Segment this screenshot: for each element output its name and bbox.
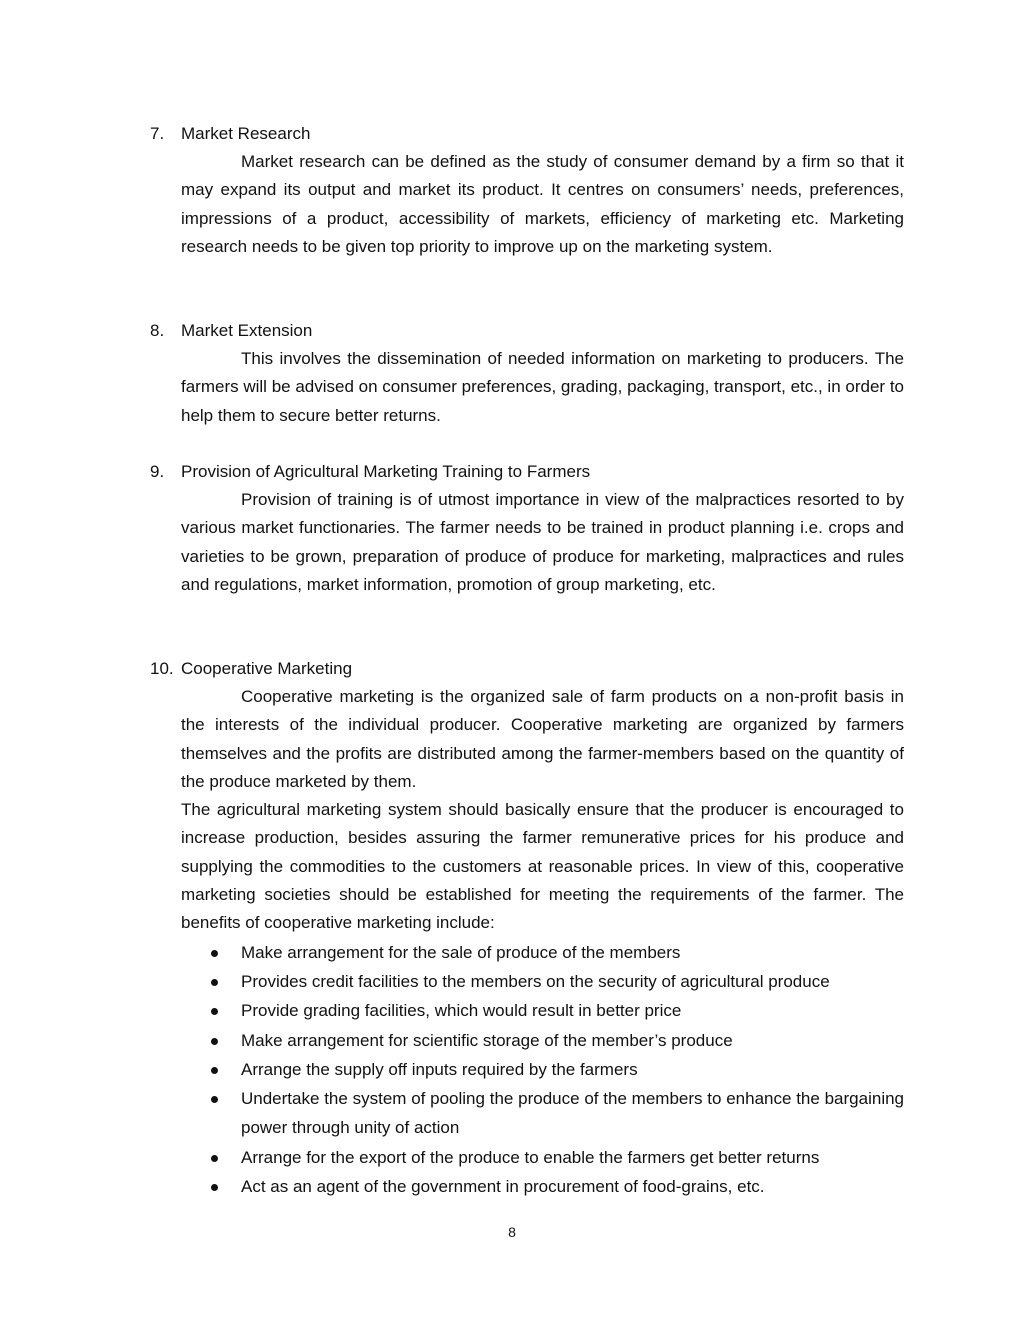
section-heading (150, 655, 904, 683)
list-item-text: Make arrangement for scientific storage of the member’s produce (241, 1030, 733, 1050)
bullet-icon (211, 1184, 218, 1191)
bullet-icon (211, 1067, 218, 1074)
bullet-icon (211, 1096, 218, 1103)
section-market-research (150, 120, 904, 261)
section-body (181, 486, 904, 599)
bullet-icon (211, 1155, 218, 1162)
section-title: Market Research (181, 124, 311, 143)
list-item-text: Arrange the supply off inputs required by the farmers (241, 1059, 638, 1079)
section-number: 10. (150, 659, 174, 678)
bullet-icon (211, 979, 218, 986)
list-item (181, 1143, 904, 1172)
paragraph: This involves the dissemination of needed information on marketing to producers. The farmers will be advised on consumer preferences, grading, packaging, transport, etc., in order to help them to secure better returns. (181, 349, 904, 425)
section-body (181, 683, 904, 938)
section-number: 9. (150, 462, 165, 481)
section-body (181, 345, 904, 430)
bullet-icon (211, 950, 218, 957)
paragraph: Provision of training is of utmost importance in view of the malpractices resorted to by various market functionaries. The farmer needs to be trained in product planning i.e. crops and varieties to be grown, preparation of produce of produce for marketing, malpractices and rules and regulations, market information, promotion of group marketing, etc. (181, 490, 904, 594)
section-market-extension (150, 317, 904, 430)
list-item-text: Provides credit facilities to the members on the security of agricultural produce (241, 971, 830, 991)
benefits-list (181, 938, 904, 1202)
section-body (181, 148, 904, 261)
list-item (181, 1172, 904, 1201)
list-item (181, 1084, 904, 1143)
paragraph: Cooperative marketing is the organized sale of farm products on a non-profit basis in the interests of the individual producer. Cooperative marketing are organized by farmers themselves and the profits are distributed among the farmer-members based on the quantity of the produce marketed by them. (181, 687, 904, 791)
section-number: 7. (150, 124, 165, 143)
list-item-text: Make arrangement for the sale of produce of the members (241, 942, 681, 962)
paragraph: The agricultural marketing system should basically ensure that the producer is encouraged to increase production, besides assuring the farmer remunerative prices for his produce and supplying the commodities to the customers at reasonable prices. In view of this, cooperative marketing societies should be established for meeting the requirements of the farmer. The benefits of cooperative marketing include: (181, 800, 904, 933)
section-heading (150, 120, 904, 148)
list-item-text: Undertake the system of pooling the produce of the members to enhance the bargaining power through unity of action (241, 1089, 904, 1138)
list-item (181, 967, 904, 996)
section-title: Provision of Agricultural Marketing Training to Farmers (181, 462, 591, 481)
section-training (150, 458, 904, 599)
section-title: Market Extension (181, 321, 313, 340)
list-item (181, 1026, 904, 1055)
list-item (181, 1055, 904, 1084)
list-item-text: Arrange for the export of the produce to enable the farmers get better returns (241, 1147, 820, 1167)
list-item (181, 938, 904, 967)
list-item-text: Provide grading facilities, which would result in better price (241, 1001, 682, 1021)
paragraph: Market research can be defined as the study of consumer demand by a firm so that it may expand its output and market its product. It centres on consumers’ needs, preferences, impressions of a product, accessibility of markets, efficiency of marketing etc. Marketing research needs to be given top priority to improve up on the marketing system. (181, 152, 904, 256)
list-item-text: Act as an agent of the government in procurement of food-grains, etc. (241, 1177, 765, 1197)
section-number: 8. (150, 321, 165, 340)
bullet-icon (211, 1038, 218, 1045)
section-heading (150, 458, 904, 486)
section-title: Cooperative Marketing (181, 659, 353, 678)
section-heading (150, 317, 904, 345)
section-cooperative-marketing (150, 655, 904, 1201)
page-number: 8 (508, 1224, 516, 1240)
list-item (181, 996, 904, 1025)
bullet-icon (211, 1008, 218, 1015)
